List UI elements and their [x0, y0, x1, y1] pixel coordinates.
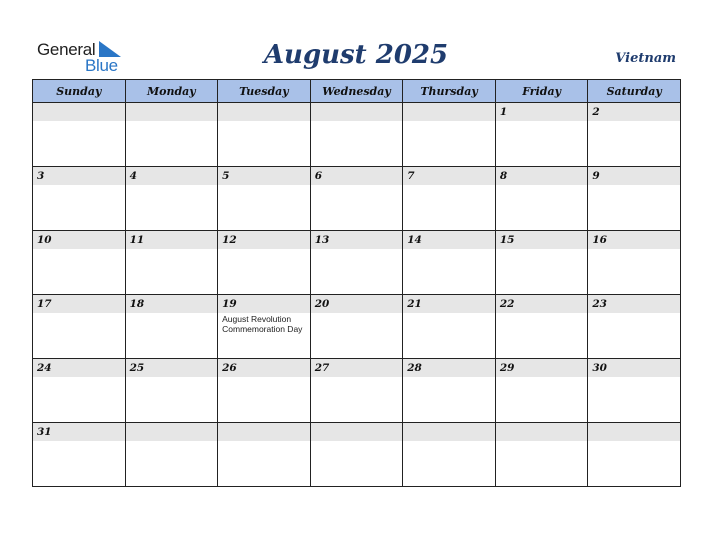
day-header-band: [33, 423, 125, 441]
weekday-header-row: [33, 80, 681, 103]
day-number: 17: [37, 298, 52, 310]
day-cell: [33, 423, 126, 487]
day-cell: [403, 295, 496, 359]
day-cell: [403, 359, 496, 423]
day-header-band: [126, 103, 218, 121]
day-header-band: [588, 423, 680, 441]
day-cell: [310, 231, 403, 295]
day-header-band: [403, 295, 495, 313]
day-header-band: [126, 295, 218, 313]
day-header-band: [126, 167, 218, 185]
day-header-band: [218, 103, 310, 121]
day-header-band: [496, 231, 588, 249]
day-number: 12: [222, 234, 237, 246]
day-header-band: [311, 231, 403, 249]
day-number: 1: [499, 106, 508, 118]
day-cell: [588, 295, 681, 359]
week-row: [33, 359, 681, 423]
weekday-header: Tuesday: [218, 80, 311, 103]
day-cell: [33, 359, 126, 423]
day-cell: [33, 295, 126, 359]
day-number: 6: [314, 170, 322, 182]
week-row: [33, 423, 681, 487]
day-header-band: [496, 295, 588, 313]
day-number: 3: [37, 170, 45, 182]
day-header-band: [126, 231, 218, 249]
day-number: 28: [407, 362, 422, 374]
day-cell: [403, 167, 496, 231]
day-cell: [403, 103, 496, 167]
day-header-band: [403, 423, 495, 441]
calendar-title: August 2025: [263, 40, 449, 70]
day-header-band: [33, 103, 125, 121]
day-header-band: [496, 103, 588, 121]
day-header-band: [588, 295, 680, 313]
day-header-band: [311, 423, 403, 441]
day-number: 26: [222, 362, 237, 374]
day-header-band: [403, 231, 495, 249]
day-cell: [218, 103, 311, 167]
holiday-label: August Revolution Commemoration Day: [222, 314, 303, 334]
day-cell: [125, 167, 218, 231]
day-header-band: [403, 103, 495, 121]
day-header-band: [588, 359, 680, 377]
day-cell: [495, 103, 588, 167]
day-cell: [310, 295, 403, 359]
day-number: 22: [499, 298, 515, 310]
weekday-header: Sunday: [33, 80, 126, 103]
weekday-header: Thursday: [403, 80, 496, 103]
day-header-band: [218, 423, 310, 441]
day-number: 31: [37, 426, 52, 438]
day-cell: [33, 167, 126, 231]
day-cell: [218, 231, 311, 295]
day-cell: [310, 359, 403, 423]
day-number: 9: [592, 170, 600, 182]
calendar-body: [33, 103, 681, 487]
day-number: 20: [314, 298, 330, 310]
day-number: 16: [592, 234, 607, 246]
day-header-band: [403, 359, 495, 377]
day-number: 14: [407, 234, 422, 246]
weekday-header: Wednesday: [310, 80, 403, 103]
week-row: [33, 295, 681, 359]
day-cell: [403, 423, 496, 487]
day-cell: [495, 359, 588, 423]
day-number: 13: [314, 234, 330, 246]
day-header-band: [403, 167, 495, 185]
weekday-header: Monday: [125, 80, 218, 103]
day-header-band: [33, 359, 125, 377]
day-cell: [125, 295, 218, 359]
day-number: 19: [222, 298, 237, 310]
day-number: 11: [129, 234, 145, 246]
day-number: 24: [37, 362, 52, 374]
calendar-grid: [32, 79, 681, 487]
day-cell: [218, 423, 311, 487]
day-number: 4: [129, 170, 137, 182]
day-header-band: [496, 423, 588, 441]
day-header-band: [311, 103, 403, 121]
day-cell: [310, 103, 403, 167]
day-cell: [310, 423, 403, 487]
day-number: 29: [499, 362, 515, 374]
day-cell: [495, 167, 588, 231]
day-number: 25: [129, 362, 145, 374]
day-number: 7: [407, 170, 415, 182]
day-number: 10: [37, 234, 52, 246]
day-cell: [125, 103, 218, 167]
day-number: 23: [592, 298, 607, 310]
day-header-band: [126, 359, 218, 377]
day-cell: [125, 359, 218, 423]
day-cell: [218, 167, 311, 231]
day-header-band: [218, 359, 310, 377]
day-header-band: [496, 359, 588, 377]
day-cell: [588, 103, 681, 167]
day-number: 15: [499, 234, 515, 246]
weekday-header: Friday: [495, 80, 588, 103]
day-cell: [495, 295, 588, 359]
day-number: 8: [499, 170, 508, 182]
day-cell: [588, 359, 681, 423]
day-header-band: [588, 103, 680, 121]
brand-name-line1: General: [37, 40, 96, 59]
day-cell: [495, 231, 588, 295]
day-cell: [403, 231, 496, 295]
day-header-band: [218, 295, 310, 313]
day-cell: [310, 167, 403, 231]
day-number: 27: [314, 362, 330, 374]
day-header-band: [218, 231, 310, 249]
day-cell: [125, 423, 218, 487]
day-header-band: [588, 167, 680, 185]
day-cell: [218, 359, 311, 423]
day-cell: [125, 231, 218, 295]
country-label: Vietnam: [615, 51, 676, 66]
day-cell: [33, 103, 126, 167]
day-cell: [33, 231, 126, 295]
day-number: 2: [592, 106, 600, 118]
day-header-band: [126, 423, 218, 441]
day-number: 18: [129, 298, 145, 310]
brand-name-line2: Blue: [85, 56, 118, 75]
day-number: 30: [592, 362, 607, 374]
week-row: [33, 167, 681, 231]
day-cell: [588, 423, 681, 487]
day-header-band: [311, 167, 403, 185]
day-number: 21: [407, 298, 422, 310]
day-header-band: [588, 231, 680, 249]
week-row: [33, 231, 681, 295]
day-header-band: [311, 359, 403, 377]
day-header-band: [496, 167, 588, 185]
day-number: 5: [222, 170, 230, 182]
week-row: [33, 103, 681, 167]
day-header-band: [33, 231, 125, 249]
day-cell: [588, 167, 681, 231]
day-header-band: [33, 295, 125, 313]
day-cell: [588, 231, 681, 295]
day-header-band: [311, 295, 403, 313]
weekday-header: Saturday: [588, 80, 681, 103]
day-header-band: [33, 167, 125, 185]
day-cell: [218, 295, 311, 359]
day-header-band: [218, 167, 310, 185]
day-cell: [495, 423, 588, 487]
